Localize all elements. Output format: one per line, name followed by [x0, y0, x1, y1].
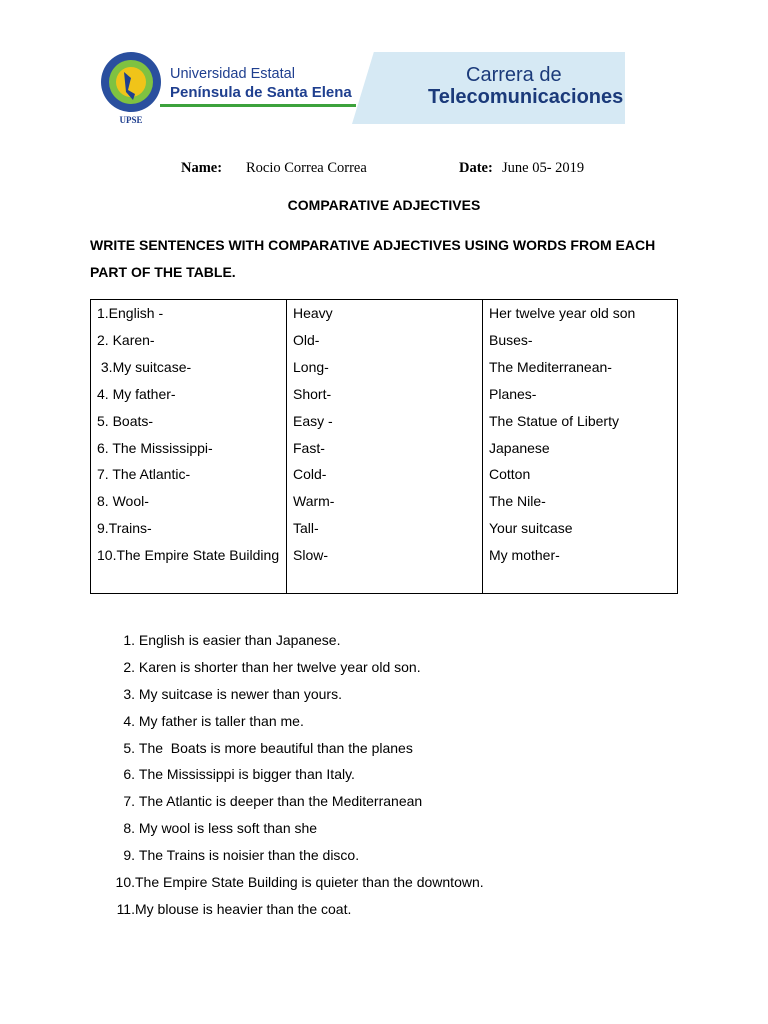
table-cell: Long-	[293, 358, 329, 375]
list-item	[109, 869, 484, 896]
table-cell: Buses-	[489, 331, 533, 348]
table-cell: The Statue of Liberty	[489, 412, 619, 429]
list-item	[109, 761, 484, 788]
list-item	[109, 681, 484, 708]
list-number: 3.	[123, 685, 135, 702]
table-cell: Old-	[293, 331, 320, 348]
list-number: 6.	[123, 766, 135, 783]
list-number: 9.	[123, 847, 135, 864]
table-cell: Slow-	[293, 547, 329, 564]
date-value: June 05- 2019	[502, 160, 585, 176]
header-banner	[90, 50, 625, 126]
table-cell: 8. Wool-	[97, 493, 149, 510]
list-item	[109, 708, 484, 735]
list-text: My suitcase is newer than yours.	[138, 685, 342, 702]
date-label: Date:	[459, 160, 493, 176]
list-text: English is easier than Japanese.	[138, 632, 341, 648]
table-cell: 6. The Mississippi-	[97, 439, 213, 456]
table-cell: The Nile-	[489, 493, 546, 510]
table-cell: 9.Trains-	[97, 520, 152, 537]
list-text: The Mississippi is bigger than Italy.	[138, 766, 355, 783]
list-number: 8.	[123, 820, 135, 837]
list-item	[109, 654, 484, 681]
seal-label: UPSE	[119, 115, 143, 125]
table-cell: Tall-	[293, 520, 319, 537]
list-number: 10.	[115, 874, 135, 891]
list-number: 11.	[116, 900, 135, 917]
university-name-line1: Universidad Estatal	[170, 66, 295, 82]
list-text: My father is taller than me.	[138, 712, 304, 729]
university-name-line2: Península de Santa Elena	[170, 84, 352, 101]
table-cell: 3.My suitcase-	[97, 358, 192, 375]
word-table	[90, 299, 678, 594]
list-item	[109, 815, 484, 842]
table-cell: Her twelve year old son	[489, 305, 636, 321]
table-cell: 2. Karen-	[97, 331, 155, 348]
table-cell: 4. My father-	[97, 385, 176, 402]
table-cell: The Mediterranean-	[489, 358, 612, 375]
page-title: COMPARATIVE ADJECTIVES	[287, 197, 481, 213]
list-text: The Empire State Building is quieter than the downtown.	[135, 874, 484, 891]
list-item	[109, 735, 484, 762]
list-text: My blouse is heavier than the coat.	[135, 900, 352, 917]
list-item	[109, 896, 484, 923]
list-item	[109, 627, 484, 654]
university-seal-icon	[98, 50, 164, 126]
instruction-text: WRITE SENTENCES WITH COMPARATIVE ADJECTIVES USING WORDS FROM EACH PART OF THE TABLE.	[90, 237, 656, 280]
university-rule	[160, 104, 356, 107]
list-number: 5.	[123, 739, 135, 756]
list-text: The Boats is more beautiful than the planes	[138, 739, 413, 756]
table-cell: Fast-	[293, 439, 325, 456]
table-cell: My mother-	[489, 547, 560, 564]
table-cell: 7. The Atlantic-	[97, 466, 191, 483]
table-cell: Your suitcase	[489, 520, 573, 537]
list-text: The Trains is noisier than the disco.	[138, 847, 360, 864]
list-number: 7.	[123, 793, 135, 810]
list-text: My wool is less soft than she	[138, 820, 318, 837]
answers-list	[109, 627, 484, 923]
table-cell: Easy -	[293, 412, 333, 429]
list-number: 2.	[123, 658, 135, 675]
table-cell: Japanese	[489, 439, 550, 456]
name-label: Name:	[181, 160, 223, 176]
table-cell: Planes-	[489, 385, 537, 402]
program-line2: Telecomunicaciones	[428, 86, 624, 108]
table-cell: Cold-	[293, 466, 327, 483]
list-item	[109, 788, 484, 815]
table-cell: Heavy	[293, 305, 333, 321]
objects-column	[483, 300, 678, 593]
table-cell: 5. Boats-	[97, 412, 154, 429]
list-number: 4.	[123, 712, 135, 729]
list-item	[109, 842, 484, 869]
list-text: Karen is shorter than her twelve year old son.	[138, 658, 421, 675]
table-cell: Short-	[293, 385, 332, 402]
list-number: 1.	[123, 632, 135, 648]
table-cell: 10.The Empire State Building	[97, 547, 280, 564]
table-cell: Cotton	[489, 466, 531, 483]
subjects-column	[91, 300, 287, 593]
adjectives-column	[287, 300, 483, 593]
name-value: Rocio Correa Correa	[246, 160, 367, 176]
table-cell: 1.English -	[97, 305, 164, 321]
program-line1: Carrera de	[466, 64, 562, 86]
table-cell: Warm-	[293, 493, 335, 510]
list-text: The Atlantic is deeper than the Mediterranean	[138, 793, 423, 810]
